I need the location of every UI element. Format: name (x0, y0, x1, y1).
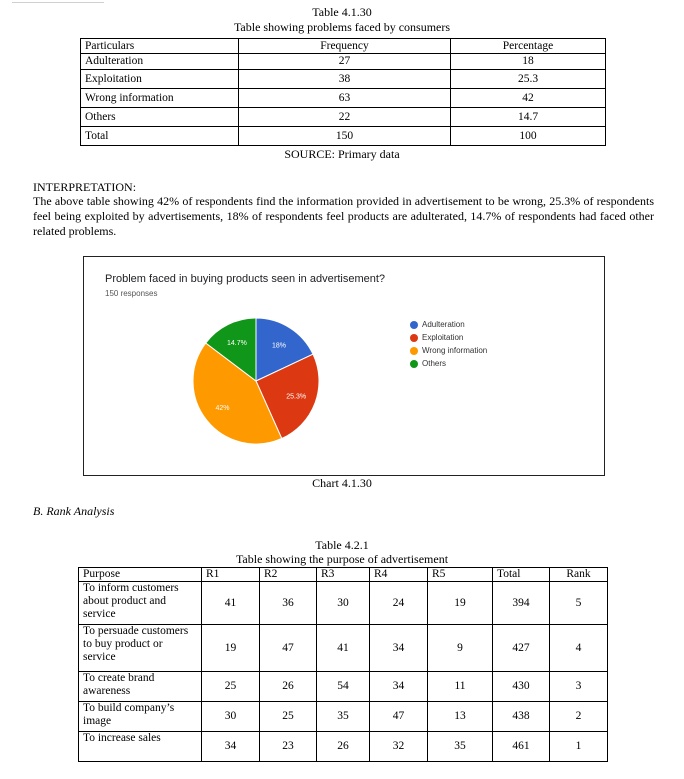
header-cell: R5 (428, 568, 493, 582)
legend-label: Others (422, 359, 447, 368)
header-cell: Purpose (79, 568, 202, 582)
table-row (81, 127, 606, 146)
pie-slice-label: 18% (271, 342, 286, 350)
table-cell: 4 (550, 625, 608, 672)
chart-response-count: 150 responses (105, 289, 158, 298)
header-cell: Percentage (451, 39, 606, 54)
table-cell: 42 (451, 89, 606, 108)
table-cell: To increase sales (79, 732, 202, 762)
legend-dot-icon (410, 360, 418, 368)
table-cell: 27 (239, 54, 451, 70)
problems-table (80, 38, 606, 146)
table-cell: 30 (317, 582, 370, 625)
table-cell: Others (81, 108, 239, 127)
pie-slice-label: 42% (215, 405, 230, 413)
pie-chart (84, 257, 604, 475)
legend-label: Exploitation (422, 333, 464, 342)
table-row (79, 732, 608, 762)
header-cell: R1 (202, 568, 260, 582)
chart-legend (410, 318, 487, 370)
table-cell: 26 (317, 732, 370, 762)
pie-chart-card (83, 256, 605, 476)
header-cell: R2 (260, 568, 317, 582)
table-cell: 427 (493, 625, 550, 672)
header-cell: Frequency (239, 39, 451, 54)
table1-source: SOURCE: Primary data (284, 147, 400, 161)
table-cell: 461 (493, 732, 550, 762)
legend-dot-icon (410, 334, 418, 342)
table-cell: 35 (317, 702, 370, 732)
table-cell: 438 (493, 702, 550, 732)
header-cell: Rank (550, 568, 608, 582)
table-cell: 63 (239, 89, 451, 108)
table-row (81, 89, 606, 108)
table-row (79, 702, 608, 732)
table-cell: 2 (550, 702, 608, 732)
table-cell: 25.3 (451, 70, 606, 89)
table-cell: 47 (260, 625, 317, 672)
header-cell: Total (493, 568, 550, 582)
table-cell: Total (81, 127, 239, 146)
table2-title: Table 4.2.1 (315, 538, 369, 552)
table-cell: 41 (317, 625, 370, 672)
table-cell: 11 (428, 672, 493, 702)
table-cell: 430 (493, 672, 550, 702)
legend-dot-icon (410, 321, 418, 329)
table-cell: 34 (202, 732, 260, 762)
top-divider (12, 2, 104, 3)
table-cell: 22 (239, 108, 451, 127)
table1-title: Table 4.1.30 (312, 5, 372, 19)
table-cell: 5 (550, 582, 608, 625)
table-cell: 19 (202, 625, 260, 672)
purpose-table (78, 567, 608, 762)
legend-label: Wrong information (422, 346, 488, 355)
header-cell: Particulars (81, 39, 239, 54)
table-cell: 13 (428, 702, 493, 732)
legend-label: Adulteration (422, 320, 465, 329)
table-header-row (79, 568, 608, 582)
interpretation-heading: INTERPRETATION: (33, 180, 137, 194)
table-cell: 34 (370, 625, 428, 672)
table-cell: 38 (239, 70, 451, 89)
table-cell: 32 (370, 732, 428, 762)
table-cell: 25 (202, 672, 260, 702)
table-row (81, 70, 606, 89)
header-cell: R4 (370, 568, 428, 582)
table-cell: 34 (370, 672, 428, 702)
legend-item (410, 331, 487, 344)
table-cell: Adulteration (81, 54, 239, 70)
table-cell: 41 (202, 582, 260, 625)
table-cell: Exploitation (81, 70, 239, 89)
table-row (79, 582, 608, 625)
table-cell: 9 (428, 625, 493, 672)
table-cell: 47 (370, 702, 428, 732)
table-row (81, 108, 606, 127)
table-row (79, 625, 608, 672)
table1-subtitle: Table showing problems faced by consumers (233, 20, 451, 34)
legend-item (410, 318, 487, 331)
table-cell: 1 (550, 732, 608, 762)
table-cell: To inform customers about product and service (79, 582, 202, 625)
table-cell: 24 (370, 582, 428, 625)
table-cell: To persuade customers to buy product or service (79, 625, 202, 672)
chart-title: Problem faced in buying products seen in advertisement? (105, 273, 386, 285)
table-cell: 100 (451, 127, 606, 146)
table-cell: 25 (260, 702, 317, 732)
header-cell: R3 (317, 568, 370, 582)
table-cell: 19 (428, 582, 493, 625)
legend-dot-icon (410, 347, 418, 355)
table-row (81, 54, 606, 70)
table-cell: 26 (260, 672, 317, 702)
section-b-heading: B. Rank Analysis (33, 504, 115, 518)
pie-slice-label: 25.3% (286, 393, 307, 401)
table-cell: 30 (202, 702, 260, 732)
table2-subtitle: Table showing the purpose of advertisement (235, 552, 449, 566)
table-cell: 35 (428, 732, 493, 762)
table-cell: 14.7 (451, 108, 606, 127)
table-cell: Wrong information (81, 89, 239, 108)
table-cell: 150 (239, 127, 451, 146)
table-cell: 3 (550, 672, 608, 702)
table-cell: 18 (451, 54, 606, 70)
table-cell: To build company’s image (79, 702, 202, 732)
pie-slice-label: 14.7% (226, 340, 247, 348)
legend-item (410, 344, 487, 357)
legend-item (410, 357, 487, 370)
table-row (79, 672, 608, 702)
table-cell: 394 (493, 582, 550, 625)
chart-caption: Chart 4.1.30 (312, 476, 372, 490)
table-cell: To create brand awareness (79, 672, 202, 702)
table-cell: 54 (317, 672, 370, 702)
table-header-row (81, 39, 606, 54)
table-cell: 36 (260, 582, 317, 625)
interpretation-text: The above table showing 42% of respondents find the information provided in advertisement to be wrong, 25.3% of respondents feel being exploited by advertisements, 18% of respondents feel products are adulterated, 14.7% of respondents had faced other related problems. (33, 194, 654, 238)
table-cell: 23 (260, 732, 317, 762)
